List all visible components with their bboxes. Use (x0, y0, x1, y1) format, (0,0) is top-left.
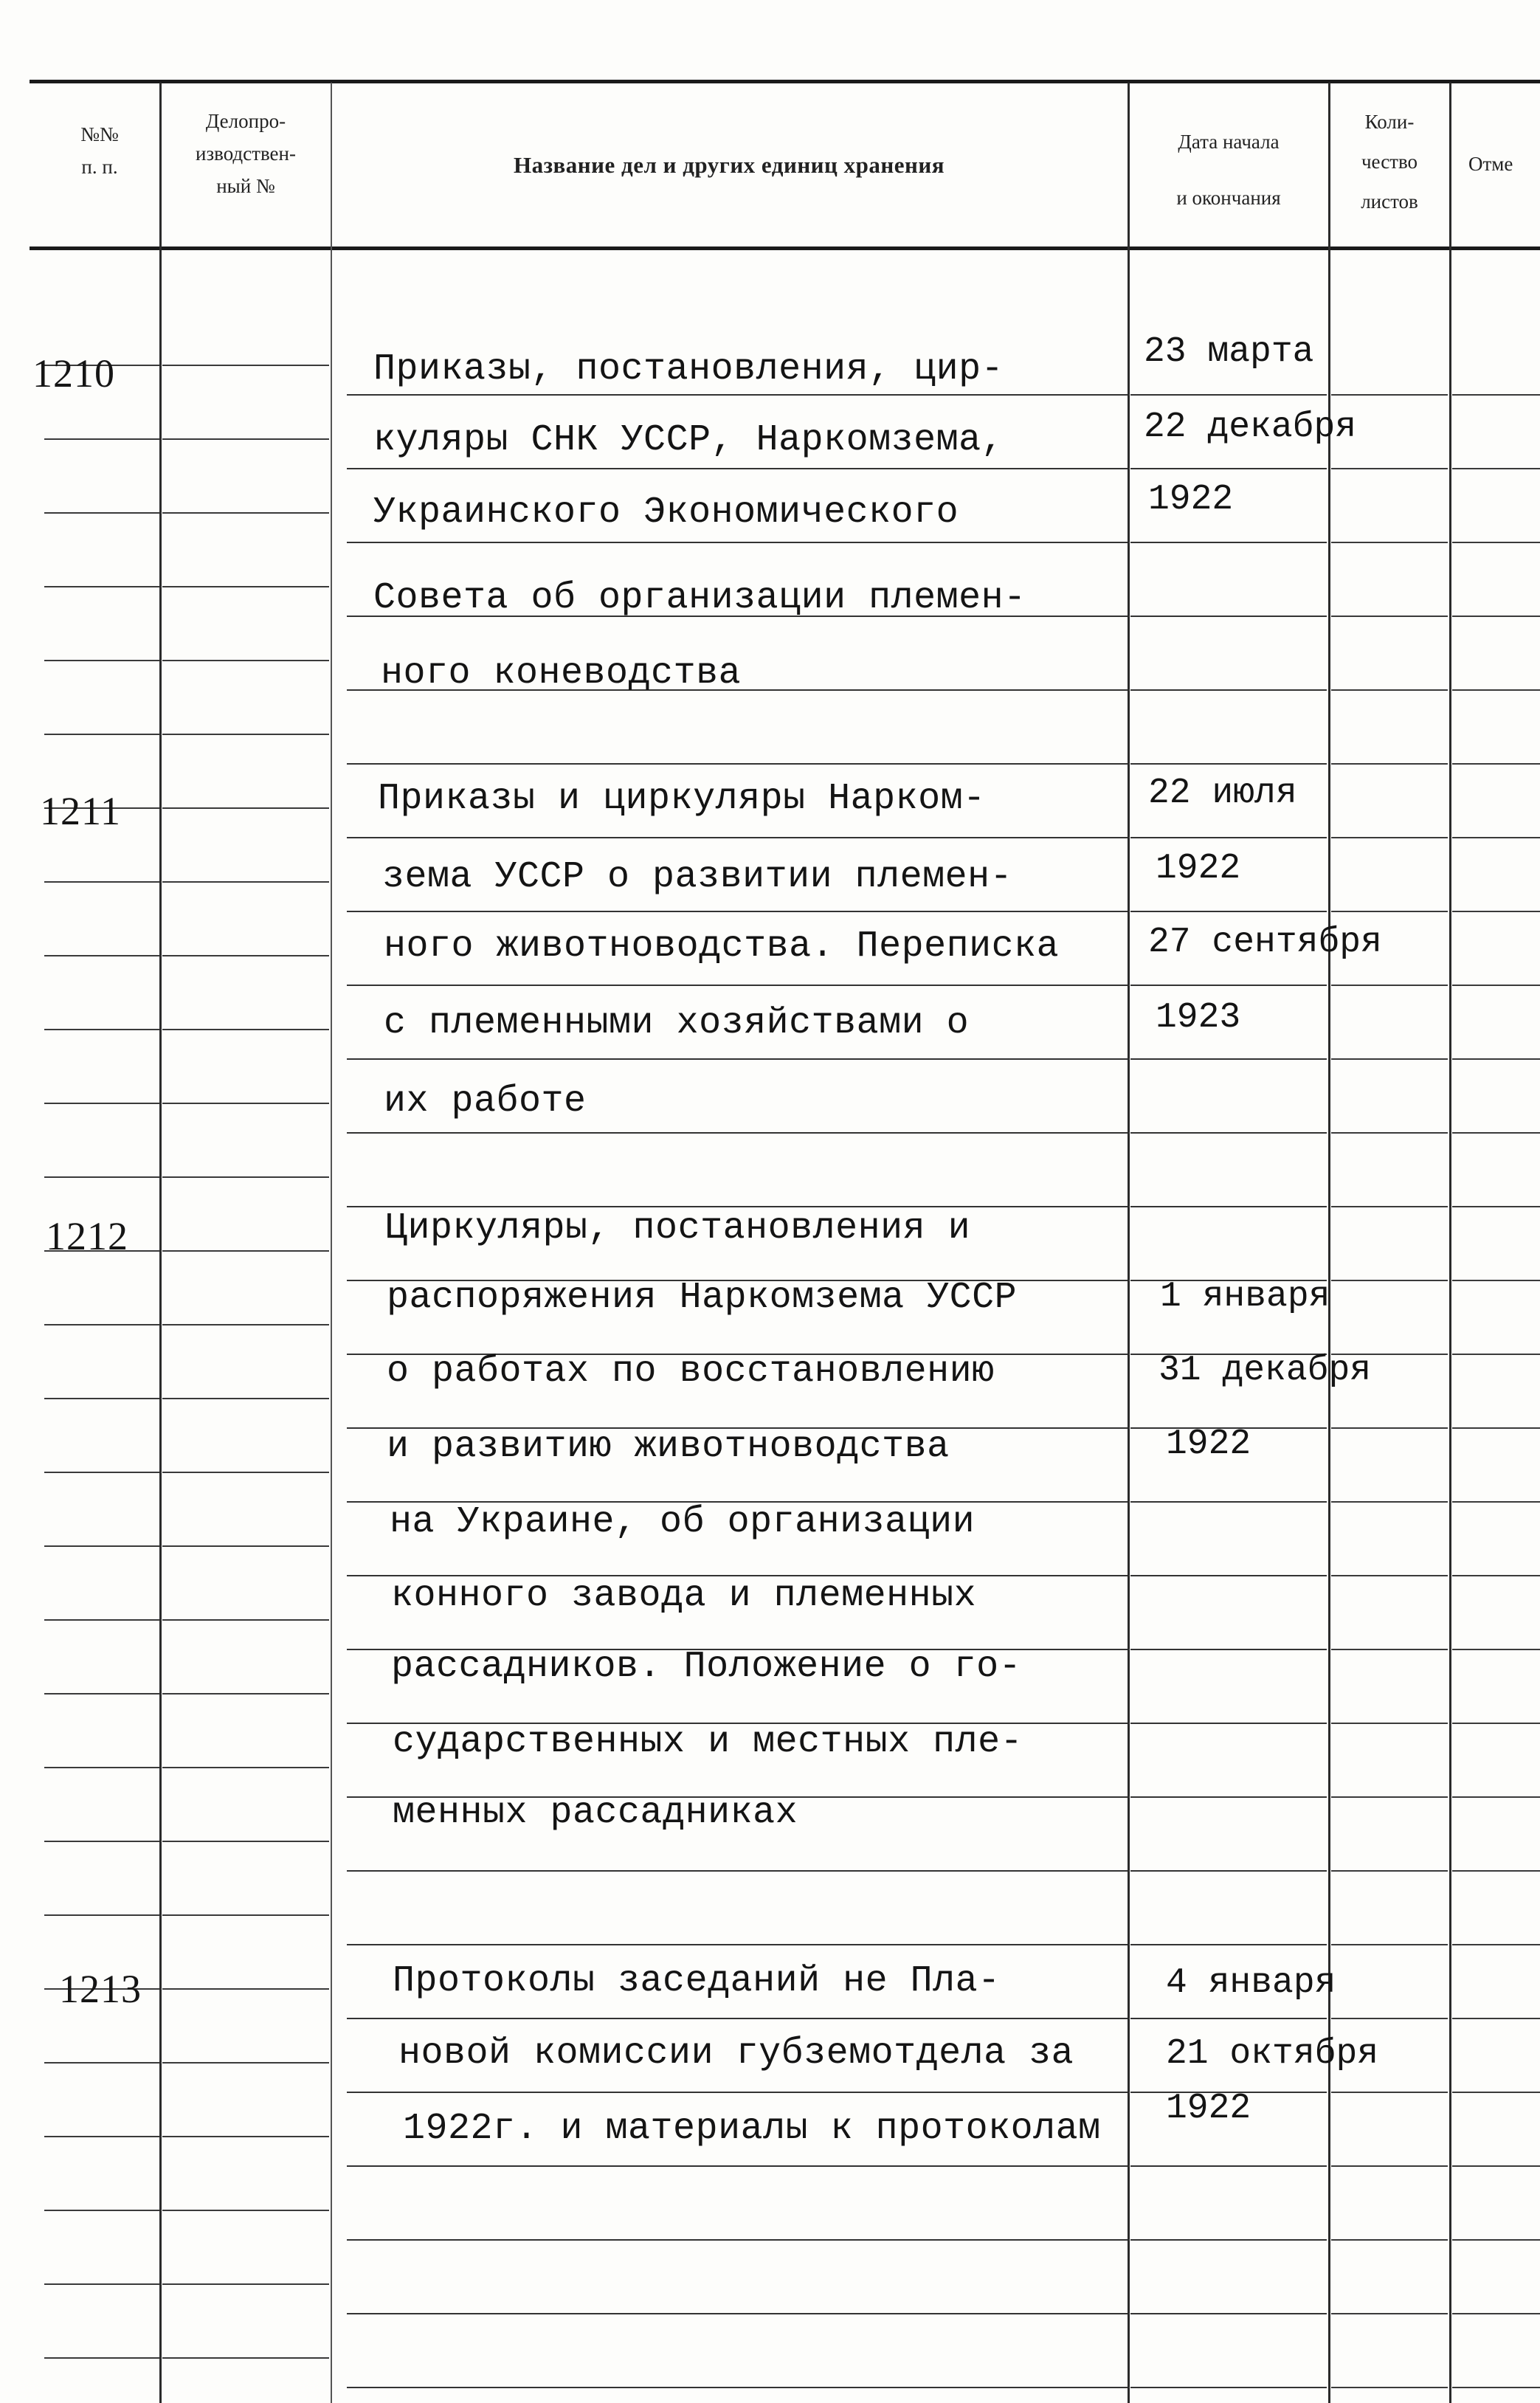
header-office-number-column (164, 105, 328, 202)
ruled-line-notes-column (1452, 542, 1540, 543)
header-sheets-line-2: чество (1361, 151, 1418, 173)
ruled-line-notes-column (1452, 763, 1540, 765)
ruled-line-dates-column (1130, 616, 1327, 617)
ruled-line-office-column (162, 1914, 329, 1916)
record-title-line: Приказы и циркуляры Нарком- (378, 778, 986, 820)
record-date-line: 1922 (1166, 1424, 1251, 1464)
ruled-line-office-column (162, 2136, 329, 2137)
record-title-line: с племенными хозяйствами о (384, 1002, 970, 1044)
ruled-line-office-column (162, 1029, 329, 1030)
ruled-line-dates-column (1130, 911, 1327, 912)
ruled-line-notes-column (1452, 1575, 1540, 1576)
record-title-line: о работах по восстановлению (387, 1351, 995, 1393)
ruled-line-dates-column (1130, 837, 1327, 838)
ruled-line-notes-column (1452, 2165, 1540, 2167)
ruled-line-title-column (347, 2313, 1128, 2314)
record-title-line: куляры СНК УССР, Наркомзема, (373, 419, 1004, 461)
record-title-line: менных рассадниках (393, 1792, 798, 1834)
ruled-line-number-column (44, 1324, 159, 1325)
record-title-line: ного животноводства. Переписка (384, 925, 1060, 968)
ruled-line-title-column (347, 837, 1128, 838)
ruled-line-sheets-column (1331, 2018, 1448, 2019)
record-date-line: 27 сентября (1148, 923, 1382, 962)
ruled-line-title-column (347, 763, 1128, 765)
record-title-line: на Украине, об организации (390, 1501, 976, 1543)
ruled-line-sheets-column (1331, 2092, 1448, 2093)
table-top-rule (30, 80, 1540, 83)
ruled-line-sheets-column (1331, 1501, 1448, 1503)
header-number-line-2: п. п. (81, 156, 118, 178)
ruled-line-notes-column (1452, 2313, 1540, 2314)
ruled-line-notes-column (1452, 2387, 1540, 2388)
ruled-line-number-column (44, 438, 159, 440)
ruled-line-office-column (162, 1103, 329, 1104)
record-title-line: зема УССР о развитии племен- (382, 856, 1013, 898)
header-title-column: Название дел и других единиц хранения (513, 152, 945, 178)
record-title-line: рассадников. Положение о го- (391, 1646, 1022, 1688)
ruled-line-title-column (347, 1058, 1128, 1060)
ruled-line-dates-column (1130, 468, 1327, 469)
record-title-line: их работе (384, 1080, 587, 1123)
ruled-line-notes-column (1452, 1501, 1540, 1503)
header-notes-column: Отме (1468, 153, 1513, 175)
record-title-line: Украинского Экономического (373, 492, 959, 534)
ruled-line-sheets-column (1331, 2165, 1448, 2167)
ruled-line-sheets-column (1331, 1427, 1448, 1429)
ruled-line-number-column (44, 2062, 159, 2064)
ruled-line-notes-column (1452, 1796, 1540, 1798)
header-number-column (44, 118, 155, 183)
ruled-line-office-column (162, 1841, 329, 1842)
ruled-line-title-column (347, 2092, 1128, 2093)
ruled-line-number-column (44, 2357, 159, 2359)
record-date-line: 1922 (1166, 2089, 1251, 2128)
ruled-line-office-column (162, 1545, 329, 1547)
ruled-line-notes-column (1452, 1132, 1540, 1134)
ruled-line-sheets-column (1331, 985, 1448, 986)
ruled-line-number-column (44, 881, 159, 883)
record-date-line: 1923 (1156, 998, 1241, 1038)
ruled-line-sheets-column (1331, 1649, 1448, 1650)
ruled-line-sheets-column (1331, 689, 1448, 691)
ruled-line-number-column (44, 660, 159, 661)
record-number: 1211 (40, 789, 121, 833)
column-rule-3 (1128, 83, 1130, 2403)
ruled-line-title-column (347, 2387, 1128, 2388)
ruled-line-notes-column (1452, 1649, 1540, 1650)
record-date-line: 22 июля (1148, 773, 1297, 813)
ruled-line-notes-column (1452, 468, 1540, 469)
ruled-line-number-column (44, 1545, 159, 1547)
record-date-line: 1922 (1156, 849, 1241, 889)
ruled-line-sheets-column (1331, 1723, 1448, 1724)
ruled-line-notes-column (1452, 985, 1540, 986)
ruled-line-sheets-column (1331, 1058, 1448, 1060)
ruled-line-dates-column (1130, 689, 1327, 691)
ruled-line-sheets-column (1331, 1796, 1448, 1798)
ruled-line-title-column (347, 1870, 1128, 1872)
header-office-line-1: Делопро- (205, 110, 286, 132)
record-title-line: Совета об организации племен- (373, 577, 1026, 619)
ruled-line-dates-column (1130, 394, 1327, 396)
header-number-line-1: №№ (80, 123, 119, 145)
ruled-line-office-column (162, 955, 329, 956)
ruled-line-office-column (162, 807, 329, 809)
record-number: 1213 (59, 1967, 142, 2011)
ruled-line-notes-column (1452, 1944, 1540, 1945)
ruled-line-office-column (162, 1767, 329, 1768)
record-title-line: и развитию животноводства (387, 1426, 950, 1468)
ruled-line-sheets-column (1331, 1870, 1448, 1872)
ruled-line-office-column (162, 660, 329, 661)
header-dates-line-1: Дата начала (1178, 131, 1280, 153)
header-sheets-column (1331, 102, 1448, 221)
ruled-line-notes-column (1452, 2092, 1540, 2093)
ruled-line-title-column (347, 2239, 1128, 2241)
record-title-line: Протоколы заседаний не Пла- (393, 1960, 1001, 2002)
ruled-line-notes-column (1452, 1058, 1540, 1060)
ruled-line-number-column (44, 2283, 159, 2285)
ruled-line-number-column (44, 1693, 159, 1694)
ruled-line-number-column (44, 586, 159, 587)
record-title-line: новой комиссии губземотдела за (398, 2033, 1074, 2075)
ruled-line-notes-column (1452, 1280, 1540, 1281)
ruled-line-title-column (347, 1132, 1128, 1134)
ruled-line-notes-column (1452, 911, 1540, 912)
ruled-line-office-column (162, 1324, 329, 1325)
ruled-line-dates-column (1130, 1206, 1327, 1207)
ruled-line-sheets-column (1331, 616, 1448, 617)
ruled-line-dates-column (1130, 2313, 1327, 2314)
ruled-line-notes-column (1452, 1206, 1540, 1207)
ruled-line-number-column (44, 2136, 159, 2137)
record-title-line: конного завода и племенных (391, 1575, 977, 1617)
ruled-line-dates-column (1130, 2387, 1327, 2388)
ruled-line-sheets-column (1331, 837, 1448, 838)
ruled-line-dates-column (1130, 1649, 1327, 1650)
ruled-line-notes-column (1452, 689, 1540, 691)
column-rule-5 (1449, 83, 1451, 2403)
ruled-line-sheets-column (1331, 394, 1448, 396)
header-office-line-3: ный № (216, 175, 275, 197)
record-date-line: 22 декабря (1144, 407, 1357, 447)
ruled-line-office-column (162, 365, 329, 366)
record-title-line: Приказы, постановления, цир- (373, 348, 1004, 390)
record-title-line: Циркуляры, постановления и (385, 1207, 971, 1249)
ruled-line-office-column (162, 2357, 329, 2359)
ruled-line-title-column (347, 542, 1128, 543)
ruled-line-sheets-column (1331, 1575, 1448, 1576)
record-number: 1210 (32, 351, 115, 396)
ruled-line-number-column (44, 512, 159, 514)
ruled-line-office-column (162, 586, 329, 587)
record-date-line: 1 января (1160, 1277, 1330, 1317)
ruled-line-office-column (162, 1988, 329, 1990)
ruled-line-notes-column (1452, 1723, 1540, 1724)
record-date-line: 21 октября (1166, 2034, 1379, 2074)
ruled-line-title-column (347, 2018, 1128, 2019)
ruled-line-number-column (44, 1914, 159, 1916)
ruled-line-dates-column (1130, 1132, 1327, 1134)
ruled-line-notes-column (1452, 616, 1540, 617)
ruled-line-sheets-column (1331, 1280, 1448, 1281)
ruled-line-office-column (162, 1472, 329, 1473)
ruled-line-number-column (44, 1398, 159, 1399)
ruled-line-office-column (162, 2210, 329, 2211)
record-number: 1212 (46, 1214, 128, 1258)
ruled-line-number-column (44, 1029, 159, 1030)
ruled-line-office-column (162, 2062, 329, 2064)
ruled-line-title-column (347, 985, 1128, 986)
header-dates-column (1130, 114, 1327, 226)
ruled-line-number-column (44, 955, 159, 956)
ruled-line-number-column (44, 1176, 159, 1178)
header-sheets-line-1: Коли- (1364, 111, 1415, 133)
record-title-line: сударственных и местных пле- (393, 1721, 1023, 1763)
ruled-line-title-column (347, 468, 1128, 469)
ruled-line-title-column (347, 1944, 1128, 1945)
record-date-line: 23 марта (1144, 332, 1314, 372)
ruled-line-sheets-column (1331, 1132, 1448, 1134)
ruled-line-dates-column (1130, 763, 1327, 765)
ruled-line-number-column (44, 1619, 159, 1621)
record-date-line: 1922 (1148, 480, 1234, 520)
ruled-line-dates-column (1130, 2239, 1327, 2241)
column-rule-2 (331, 83, 332, 2403)
ruled-line-sheets-column (1331, 542, 1448, 543)
ruled-line-number-column (44, 734, 159, 735)
column-rule-1 (159, 83, 162, 2403)
ruled-line-notes-column (1452, 394, 1540, 396)
ruled-line-office-column (162, 734, 329, 735)
ruled-line-sheets-column (1331, 1944, 1448, 1945)
ruled-line-office-column (162, 1693, 329, 1694)
ruled-line-office-column (162, 1398, 329, 1399)
ruled-line-notes-column (1452, 2239, 1540, 2241)
ruled-line-number-column (44, 1472, 159, 1473)
ruled-line-number-column (44, 1103, 159, 1104)
ruled-line-office-column (162, 2283, 329, 2285)
ruled-line-title-column (347, 394, 1128, 396)
ruled-line-office-column (162, 512, 329, 514)
ruled-line-dates-column (1130, 1796, 1327, 1798)
ruled-line-dates-column (1130, 1944, 1327, 1945)
ruled-line-sheets-column (1331, 468, 1448, 469)
ruled-line-sheets-column (1331, 911, 1448, 912)
ruled-line-notes-column (1452, 837, 1540, 838)
ruled-line-number-column (44, 1841, 159, 1842)
ruled-line-number-column (44, 1767, 159, 1768)
record-title-line: распоряжения Наркомзема УССР (387, 1277, 1018, 1319)
ruled-line-office-column (162, 1619, 329, 1621)
ruled-line-sheets-column (1331, 2387, 1448, 2388)
ruled-line-notes-column (1452, 1870, 1540, 1872)
ruled-line-dates-column (1130, 1870, 1327, 1872)
ruled-line-dates-column (1130, 1058, 1327, 1060)
record-title-line: 1922г. и материалы к протоколам (403, 2108, 1101, 2150)
ruled-line-sheets-column (1331, 2239, 1448, 2241)
header-bottom-rule (30, 246, 1540, 250)
ruled-line-dates-column (1130, 542, 1327, 543)
ruled-line-office-column (162, 438, 329, 440)
ruled-line-office-column (162, 881, 329, 883)
ruled-line-title-column (347, 2165, 1128, 2167)
ruled-line-dates-column (1130, 1501, 1327, 1503)
ruled-line-dates-column (1130, 1723, 1327, 1724)
record-date-line: 31 декабря (1159, 1351, 1372, 1390)
header-office-line-2: изводствен- (196, 142, 296, 165)
ruled-line-notes-column (1452, 1354, 1540, 1355)
ruled-line-number-column (44, 2210, 159, 2211)
ruled-line-sheets-column (1331, 1206, 1448, 1207)
ruled-line-office-column (162, 1176, 329, 1178)
header-sheets-line-3: листов (1361, 190, 1418, 213)
header-dates-line-2: и окончания (1176, 187, 1281, 209)
ruled-line-dates-column (1130, 985, 1327, 986)
ruled-line-dates-column (1130, 2165, 1327, 2167)
record-date-line: 4 января (1166, 1963, 1336, 2003)
ruled-line-notes-column (1452, 1427, 1540, 1429)
ruled-line-notes-column (1452, 2018, 1540, 2019)
ruled-line-dates-column (1130, 2018, 1327, 2019)
ruled-line-title-column (347, 911, 1128, 912)
ruled-line-sheets-column (1331, 2313, 1448, 2314)
ruled-line-dates-column (1130, 1575, 1327, 1576)
ruled-line-sheets-column (1331, 763, 1448, 765)
record-title-line: ного коневодства (381, 652, 742, 694)
ruled-line-office-column (162, 1250, 329, 1252)
